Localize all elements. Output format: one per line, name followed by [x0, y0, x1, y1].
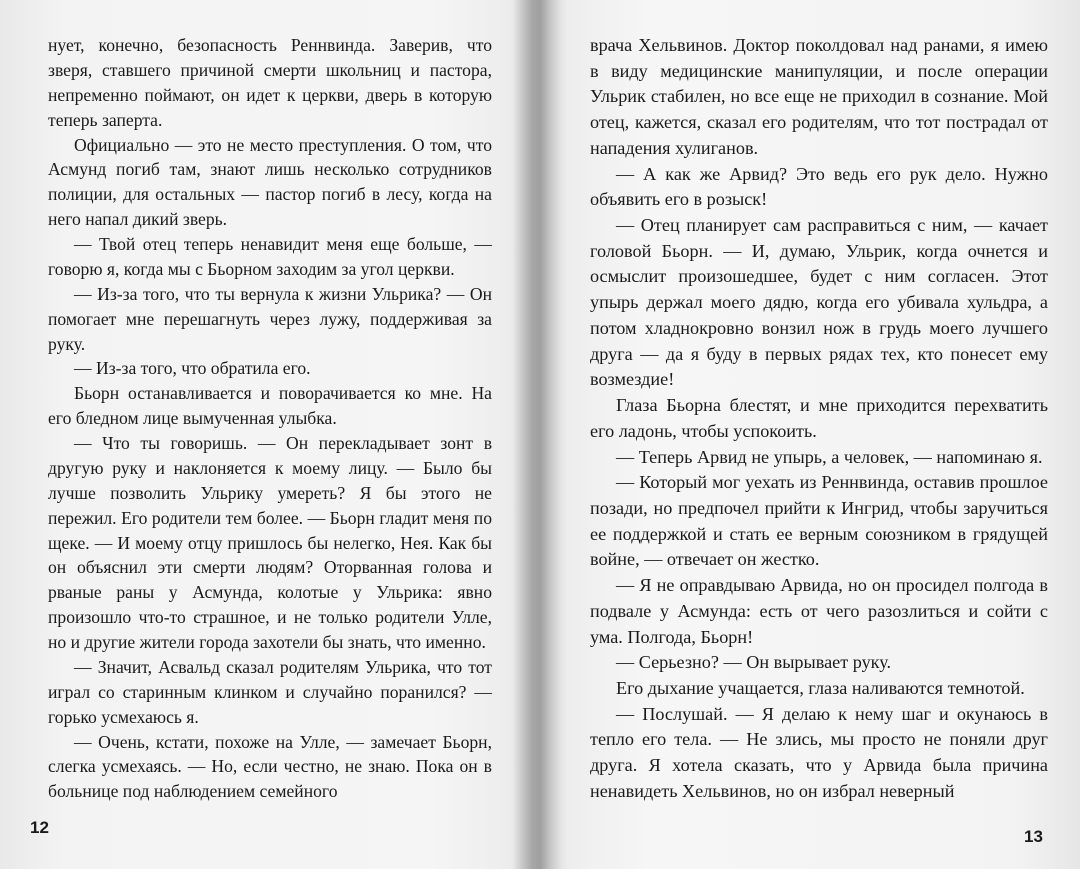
paragraph: — Твой отец теперь ненавидит меня еще больше, — говорю я, когда мы с Бьорном заходим за угол церкви.: [48, 234, 492, 279]
paragraph: — Очень, кстати, похоже на Улле, — замечает Бьорн, слегка усмехаясь. — Но, если честно, не знаю. Пока он в больнице под наблюдением семейного: [48, 731, 492, 802]
paragraph: врача Хельвинов. Доктор поколдовал над ранами, я имею в виду медицинские манипуляции, и после операции Ульрик стабилен, но все еще не приходил в сознание. Мой отец, кажется, сказал его родителям, что тот пострадал от нападения хулиганов.: [590, 35, 1048, 158]
book-gutter: [510, 0, 560, 869]
paragraph: — Я не оправдываю Арвида, но он просидел полгода в подвале у Асмунда: есть от чего разозлиться и сойти с ума. Полгода, Бьорн!: [590, 575, 1048, 647]
left-page-text: [48, 33, 492, 804]
paragraph: Глаза Бьорна блестят, и мне приходится перехватить его ладонь, чтобы успокоить.: [590, 395, 1048, 441]
page-number-left: 12: [30, 818, 49, 837]
page-number-right: 13: [1024, 827, 1043, 846]
paragraph: Официально — это не место преступления. О том, что Асмунд погиб там, знают лишь несколько сотрудников полиции, для остальных — пастор погиб в лесу, когда на него напал дикий зверь.: [48, 134, 492, 230]
paragraph: — Из-за того, что ты вернула к жизни Ульрика? — Он помогает мне перешагнуть через лужу, поддерживая за руку.: [48, 283, 492, 354]
paragraph: — А как же Арвид? Это ведь его рук дело. Нужно объявить его в розыск!: [590, 163, 1048, 210]
paragraph: — Отец планирует сам расправиться с ним, — качает головой Бьорн. — И, думаю, Ульрик, когда очнется и осмыслит произошедшее, будет с ним согласен. Этот упырь держал моего дядю, когда его убивала хульдра, а потом хладнокровно вонзил нож в грудь моего лучшего друга — да я буду в первых рядах тех, кто понесет ему возмездие!: [590, 215, 1048, 390]
paragraph: Бьорн останавливается и поворачивается ко мне. На его бледном лице вымученная улыбка.: [48, 383, 492, 429]
paragraph: — Послушай. — Я делаю к нему шаг и окунаюсь в тепло его тела. — Не злись, мы просто не поняли друг друга. Я хотела сказать, что у Арвида была причина ненавидеть Хельвинов, но он избрал неверный: [590, 703, 1048, 801]
paragraph: — Что ты говоришь. — Он перекладывает зонт в другую руку и наклоняется к моему лицу. — Было бы лучше позволить Ульрику умереть? Я бы этого не пережил. Его родители тем более. — Бьорн гладит меня по щеке. — И моему отцу пришлось бы нелегко, Нея. Как бы он объяснил эти смерти людям? Оторванная голова и рваные раны у Асмунда, колотые у Ульрика: явно произошло что-то страшное, и не только родители Улле, но и другие жители города захотели бы знать, что именно.: [48, 433, 492, 652]
paragraph: — Из-за того, что обратила его.: [74, 358, 311, 379]
paragraph: — Серьезно? — Он вырывает руку.: [616, 652, 892, 673]
right-page-text: [590, 33, 1048, 805]
paragraph: — Теперь Арвид не упырь, а человек, — напоминаю я.: [616, 446, 1043, 467]
paragraph: Его дыхание учащается, глаза наливаются темнотой.: [616, 677, 1025, 698]
paragraph: нует, конечно, безопасность Реннвинда. Заверив, что зверя, ставшего причиной смерти школьниц и пастора, непременно поймают, он идет к церкви, дверь в которую теперь заперта.: [48, 35, 492, 130]
paragraph: — Который мог уехать из Реннвинда, оставив прошлое позади, но предпочел прийти к Ингрид, чтобы заручиться ее поддержкой и стать ее верным союзником в грядущей войне, — отвечает он жестко.: [590, 472, 1048, 570]
paragraph: — Значит, Асвальд сказал родителям Ульрика, что тот играл со старинным клинком и случайно поранился? — горько усмехаюсь я.: [48, 656, 492, 727]
